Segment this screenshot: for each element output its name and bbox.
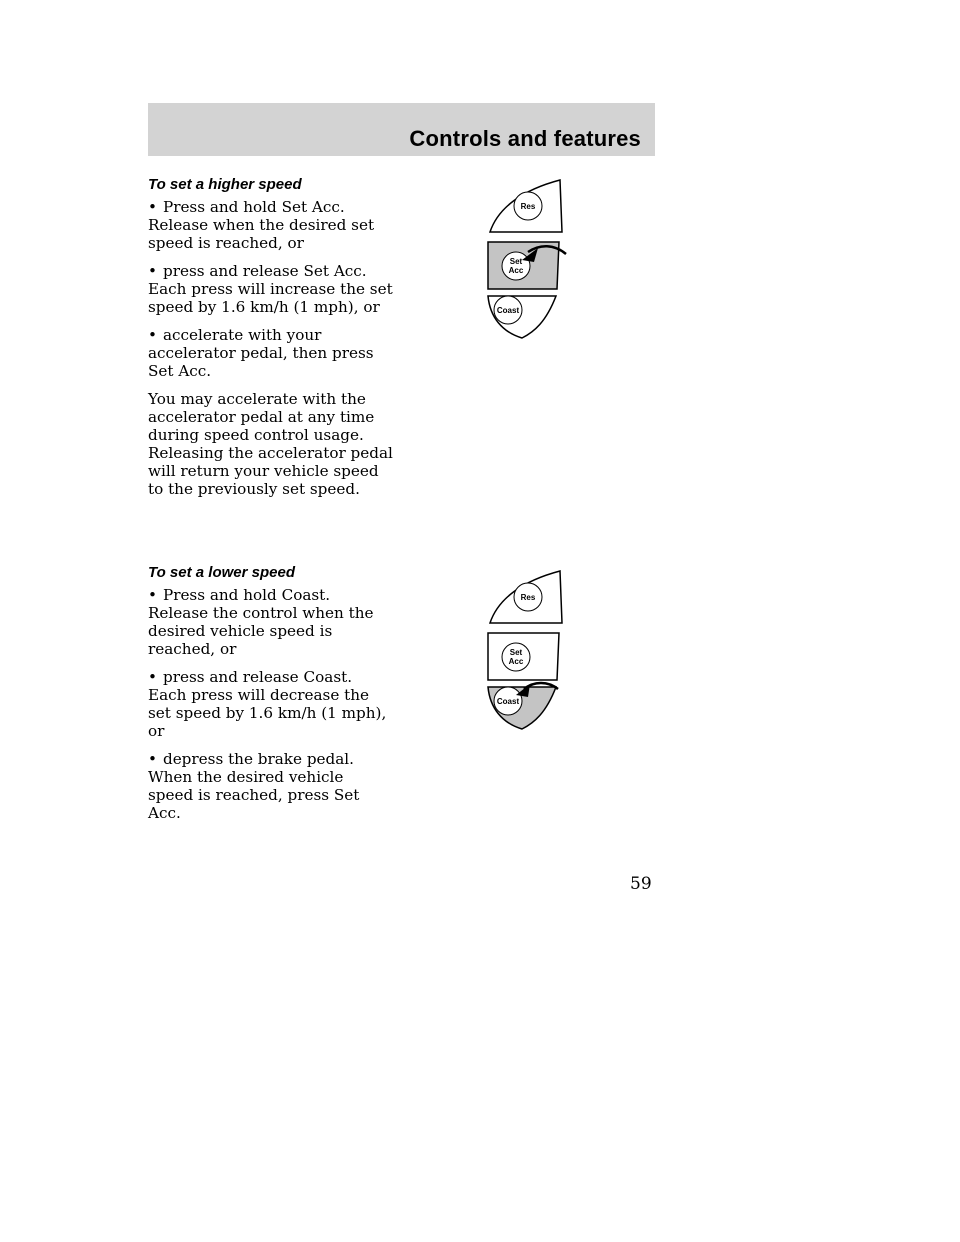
bullet-text: Press and hold Coast. Release the control when the desired vehicle speed is reached, or [148, 586, 374, 658]
bullet-dot-icon: • [148, 198, 157, 216]
page-title: Controls and features [409, 126, 641, 151]
bullet-text: press and release Coast. Each press will decrease the set speed by 1.6 km/h (1 mph), or [148, 668, 387, 740]
bullet-item [148, 262, 393, 316]
bullet-dot-icon: • [148, 326, 157, 344]
bullet-text: Press and hold Set Acc. Release when the desired set speed is reached, or [148, 198, 375, 252]
bullet-dot-icon: • [148, 668, 157, 686]
bullet-item [148, 326, 393, 380]
set-label: Set [509, 648, 523, 657]
section-heading-higher: To set a higher speed [148, 176, 302, 193]
section-lower-speed [148, 564, 393, 832]
bullet-text: accelerate with your accelerator pedal, then press Set Acc. [148, 326, 374, 380]
coast-label: Coast [496, 306, 520, 315]
page-header [148, 103, 655, 156]
bullet-item [148, 668, 393, 740]
bullet-text: depress the brake pedal. When the desired vehicle speed is reached, press Set Acc. [148, 750, 360, 822]
acc-label: Acc [508, 657, 524, 666]
section-paragraph: You may accelerate with the accelerator pedal at any time during speed control usage. Releasing the accelerator pedal will return your vehicle speed to the previously set speed. [148, 390, 393, 498]
res-label: Res [520, 202, 536, 211]
res-label: Res [520, 593, 536, 602]
acc-label: Acc [508, 266, 524, 275]
speed-control-diagram-lower [472, 563, 612, 743]
bullet-dot-icon: • [148, 262, 157, 280]
bullet-dot-icon: • [148, 586, 157, 604]
bullet-dot-icon: • [148, 750, 157, 768]
set-label: Set [509, 257, 523, 266]
bullet-item [148, 750, 393, 822]
page-number: 59 [630, 874, 652, 894]
bullet-item [148, 586, 393, 658]
bullet-item [148, 198, 393, 252]
speed-control-diagram-higher [472, 172, 612, 352]
coast-label: Coast [496, 697, 520, 706]
bullet-text: press and release Set Acc. Each press will increase the set speed by 1.6 km/h (1 mph), or [148, 262, 393, 316]
section-heading-lower: To set a lower speed [148, 564, 295, 581]
section-higher-speed [148, 176, 393, 498]
